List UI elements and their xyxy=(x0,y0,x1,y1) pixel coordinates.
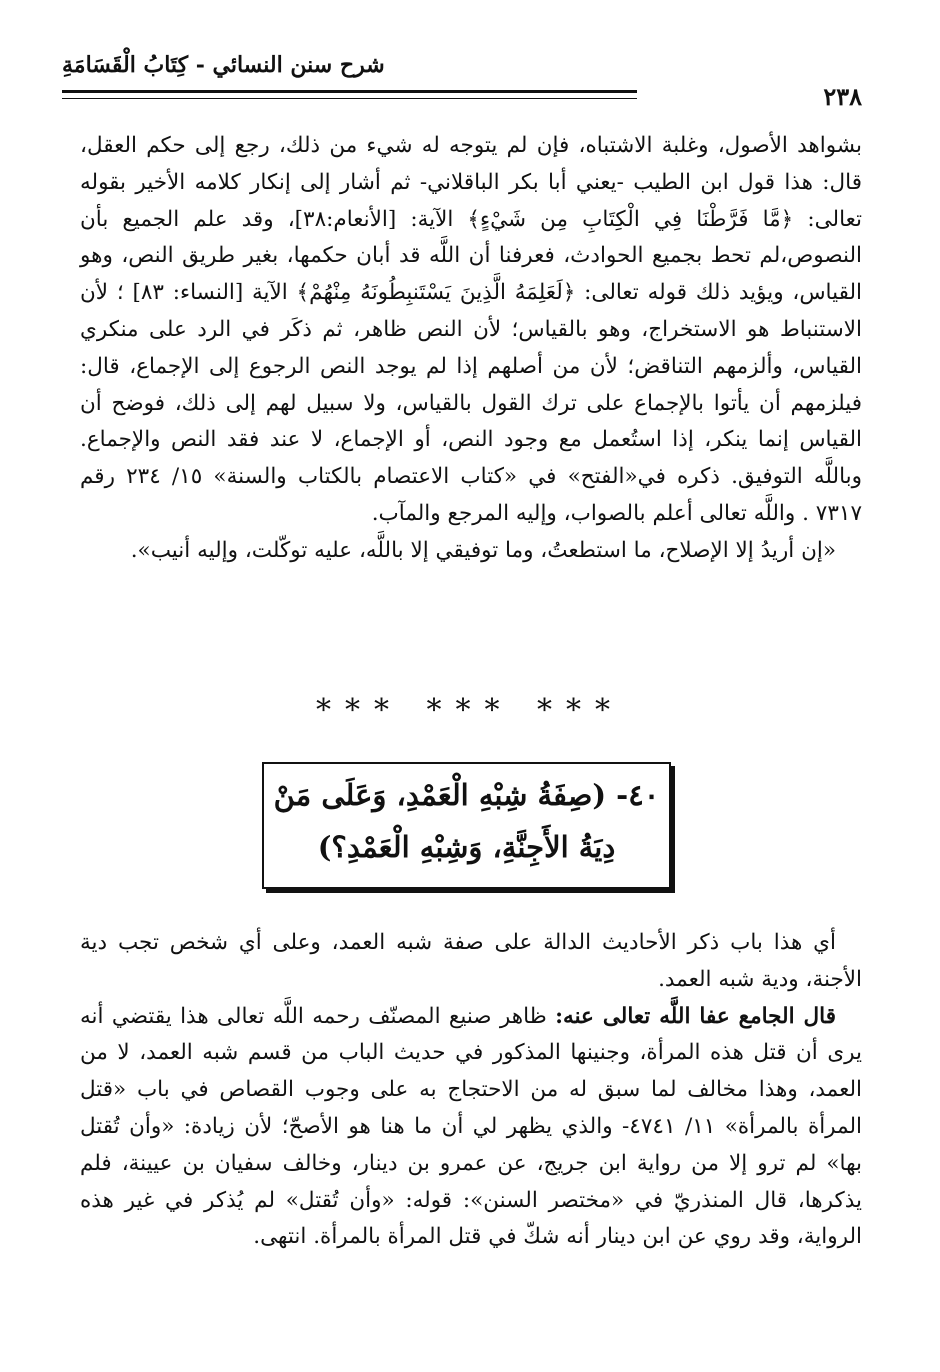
chapter-heading-box xyxy=(262,762,671,889)
section-separator: *** *** *** xyxy=(315,693,625,728)
chapter-explanation-paragraph: أي هذا باب ذكر الأحاديث الدالة على صفة شبه العمد، وعلى أي شخص تجب دية الأجنة، ودية شبه العمد. xyxy=(80,930,862,992)
header-rule-thin xyxy=(62,98,637,99)
compiler-note-paragraph xyxy=(80,999,862,1257)
chapter-title-line-1: ٤٠- (صِفَةُ شِبْهِ الْعَمْدِ، وَعَلَى مَنْ xyxy=(273,778,660,812)
header-rule-thick xyxy=(62,90,637,93)
page-number: ٢٣٨ xyxy=(823,82,862,111)
commentary-top xyxy=(80,128,862,570)
compiler-note-text: ظاهر صنيع المصنّف رحمه اللَّه تعالى هذا يقتضي أنه يرى أن قتل هذه المرأة، وجنينها المذكور في حديث الباب من قسم شبه العمد، لا من العمد، وهذا مخالف لما سبق له من الاحتجاج به على وجوب القصاص في باب «قتل المرأة بالمرأة» ١١/ ٤٧٤١- والذي يظهر لي أن ما هنا هو الأصحّ؛ لأن زيادة: «وأن تُقتل بها» لم ترو إلا من رواية ابن جريج، عن عمرو بن دينار، وخالف سفيان بن عيينة، فلم يذكرها، قال المنذريّ في «مختصر السنن»: قوله: «وأن تُقتل» لم يُذكر في غير هذه الرواية، وقد روي عن ابن دينار أنه شكّ في قتل المرأة بالمرأة. انتهى. xyxy=(80,1003,863,1250)
compiler-note-lead: قال الجامع عفا اللَّه تعالى عنه: xyxy=(555,1003,837,1029)
commentary-paragraph: بشواهد الأصول، وغلبة الاشتباه، فإن لم يتوجه له شيء من ذلك، رجع إلى حكم العقل، قال: هذا قول ابن الطيب -يعني أبا بكر الباقلاني- ثم أشار إلى إنكار كلامه الأخير بقوله تعالى: ﴿مَّا فَرَّطْنَا فِي الْكِتَابِ مِن شَيْءٍ﴾ الآية: [الأنعام:٣٨]، وقد علم الجميع بأن النصوص،لم تحط بجميع الحوادث، فعرفنا أن اللَّه قد أبان حكمها، بغير طريق النص، وهو القياس، ويؤيد ذلك قوله تعالى: ﴿لَعَلِمَهُ الَّذِينَ يَسْتَنبِطُونَهُ مِنْهُمْ﴾ الآية [النساء: ٨٣] ؛ لأن الاستنباط هو الاستخراج، وهو بالقياس؛ لأن النص ظاهر، ثم ذكَر في الرد على منكري القياس، وألزمهم التناقض؛ لأن من أصلهم إذا لم يوجد النص الرجوع إلى الإجماع، قال: فيلزمهم أن يأتوا بالإجماع على ترك القول بالقياس، ولا سبيل لهم إلى ذلك، فوضح أن القياس إنما ينكر، إذا استُعمل مع وجود النص، أو الإجماع، لا عند فقد النص والإجماع. وباللَّه التوفيق. ذكره في«الفتح» في «كتاب الاعتصام بالكتاب والسنة» ١٥/ ٢٣٤ رقم ٧٣١٧ . واللَّه تعالى أعلم بالصواب، وإليه المرجع والمآب. xyxy=(80,133,863,526)
running-title: شرح سنن النسائي - كِتَابُ الْقَسَامَةِ xyxy=(62,52,385,78)
commentary-bottom xyxy=(80,925,862,1256)
page-header xyxy=(62,52,862,112)
closing-quote-paragraph: «إن أريدُ إلا الإصلاح، ما استطعتُ، وما توفيقي إلا باللَّه، عليه توكّلت، وإليه أنيب». xyxy=(130,537,836,563)
chapter-title-line-2: دِيَةُ الأَجِنَّةِ، وَشِبْهِ الْعَمْدِ؟) xyxy=(317,830,616,864)
